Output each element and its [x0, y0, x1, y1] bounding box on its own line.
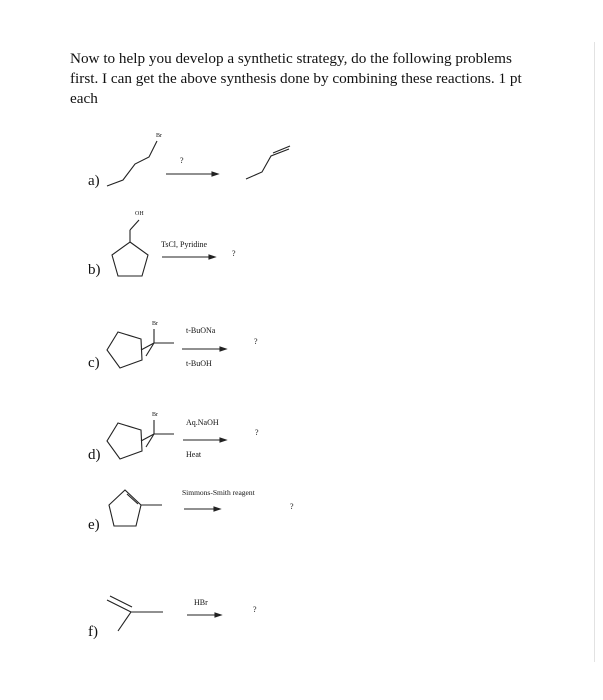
problem-e-label: e) [88, 517, 100, 533]
bond-f-down [118, 612, 131, 631]
reaction-arrow-f-head [215, 613, 221, 617]
reagent-bottom-d: Heat [186, 450, 202, 459]
hydroxyl-label-b: OH [135, 211, 144, 217]
bromine-label-c: Br [152, 321, 158, 327]
reagent-top-c: t-BuONa [186, 326, 216, 335]
product-e: ? [290, 502, 294, 511]
product-c: ? [254, 337, 258, 346]
problem-d-label: d) [88, 447, 101, 463]
product-f: ? [253, 605, 257, 614]
problem-c-label: c) [88, 355, 100, 371]
product-d: ? [255, 428, 259, 437]
reagent-top-d: Aq.NaOH [186, 418, 219, 427]
reagent-b: TsCl, Pyridine [161, 240, 208, 249]
reagent-a: ? [180, 156, 184, 165]
reagent-bottom-c: t-BuOH [186, 359, 212, 368]
problem-b-label: b) [88, 262, 101, 278]
problem-a-label: a) [88, 173, 100, 189]
reagent-f: HBr [194, 598, 208, 607]
alkene-bond-f [107, 600, 131, 612]
bromine-label-d: Br [152, 412, 158, 418]
intro-paragraph: Now to help you develop a synthetic strategy, do the following problems first. I can get the above synthesis done by combining these reactions. 1 pt each [70, 50, 522, 107]
reagent-e: Simmons-Smith reagent [182, 488, 255, 497]
problem-f-label: f) [88, 624, 98, 640]
bromine-label-a: Br [156, 133, 162, 139]
alkene-double-bond-f [110, 596, 132, 607]
product-b: ? [232, 249, 236, 258]
